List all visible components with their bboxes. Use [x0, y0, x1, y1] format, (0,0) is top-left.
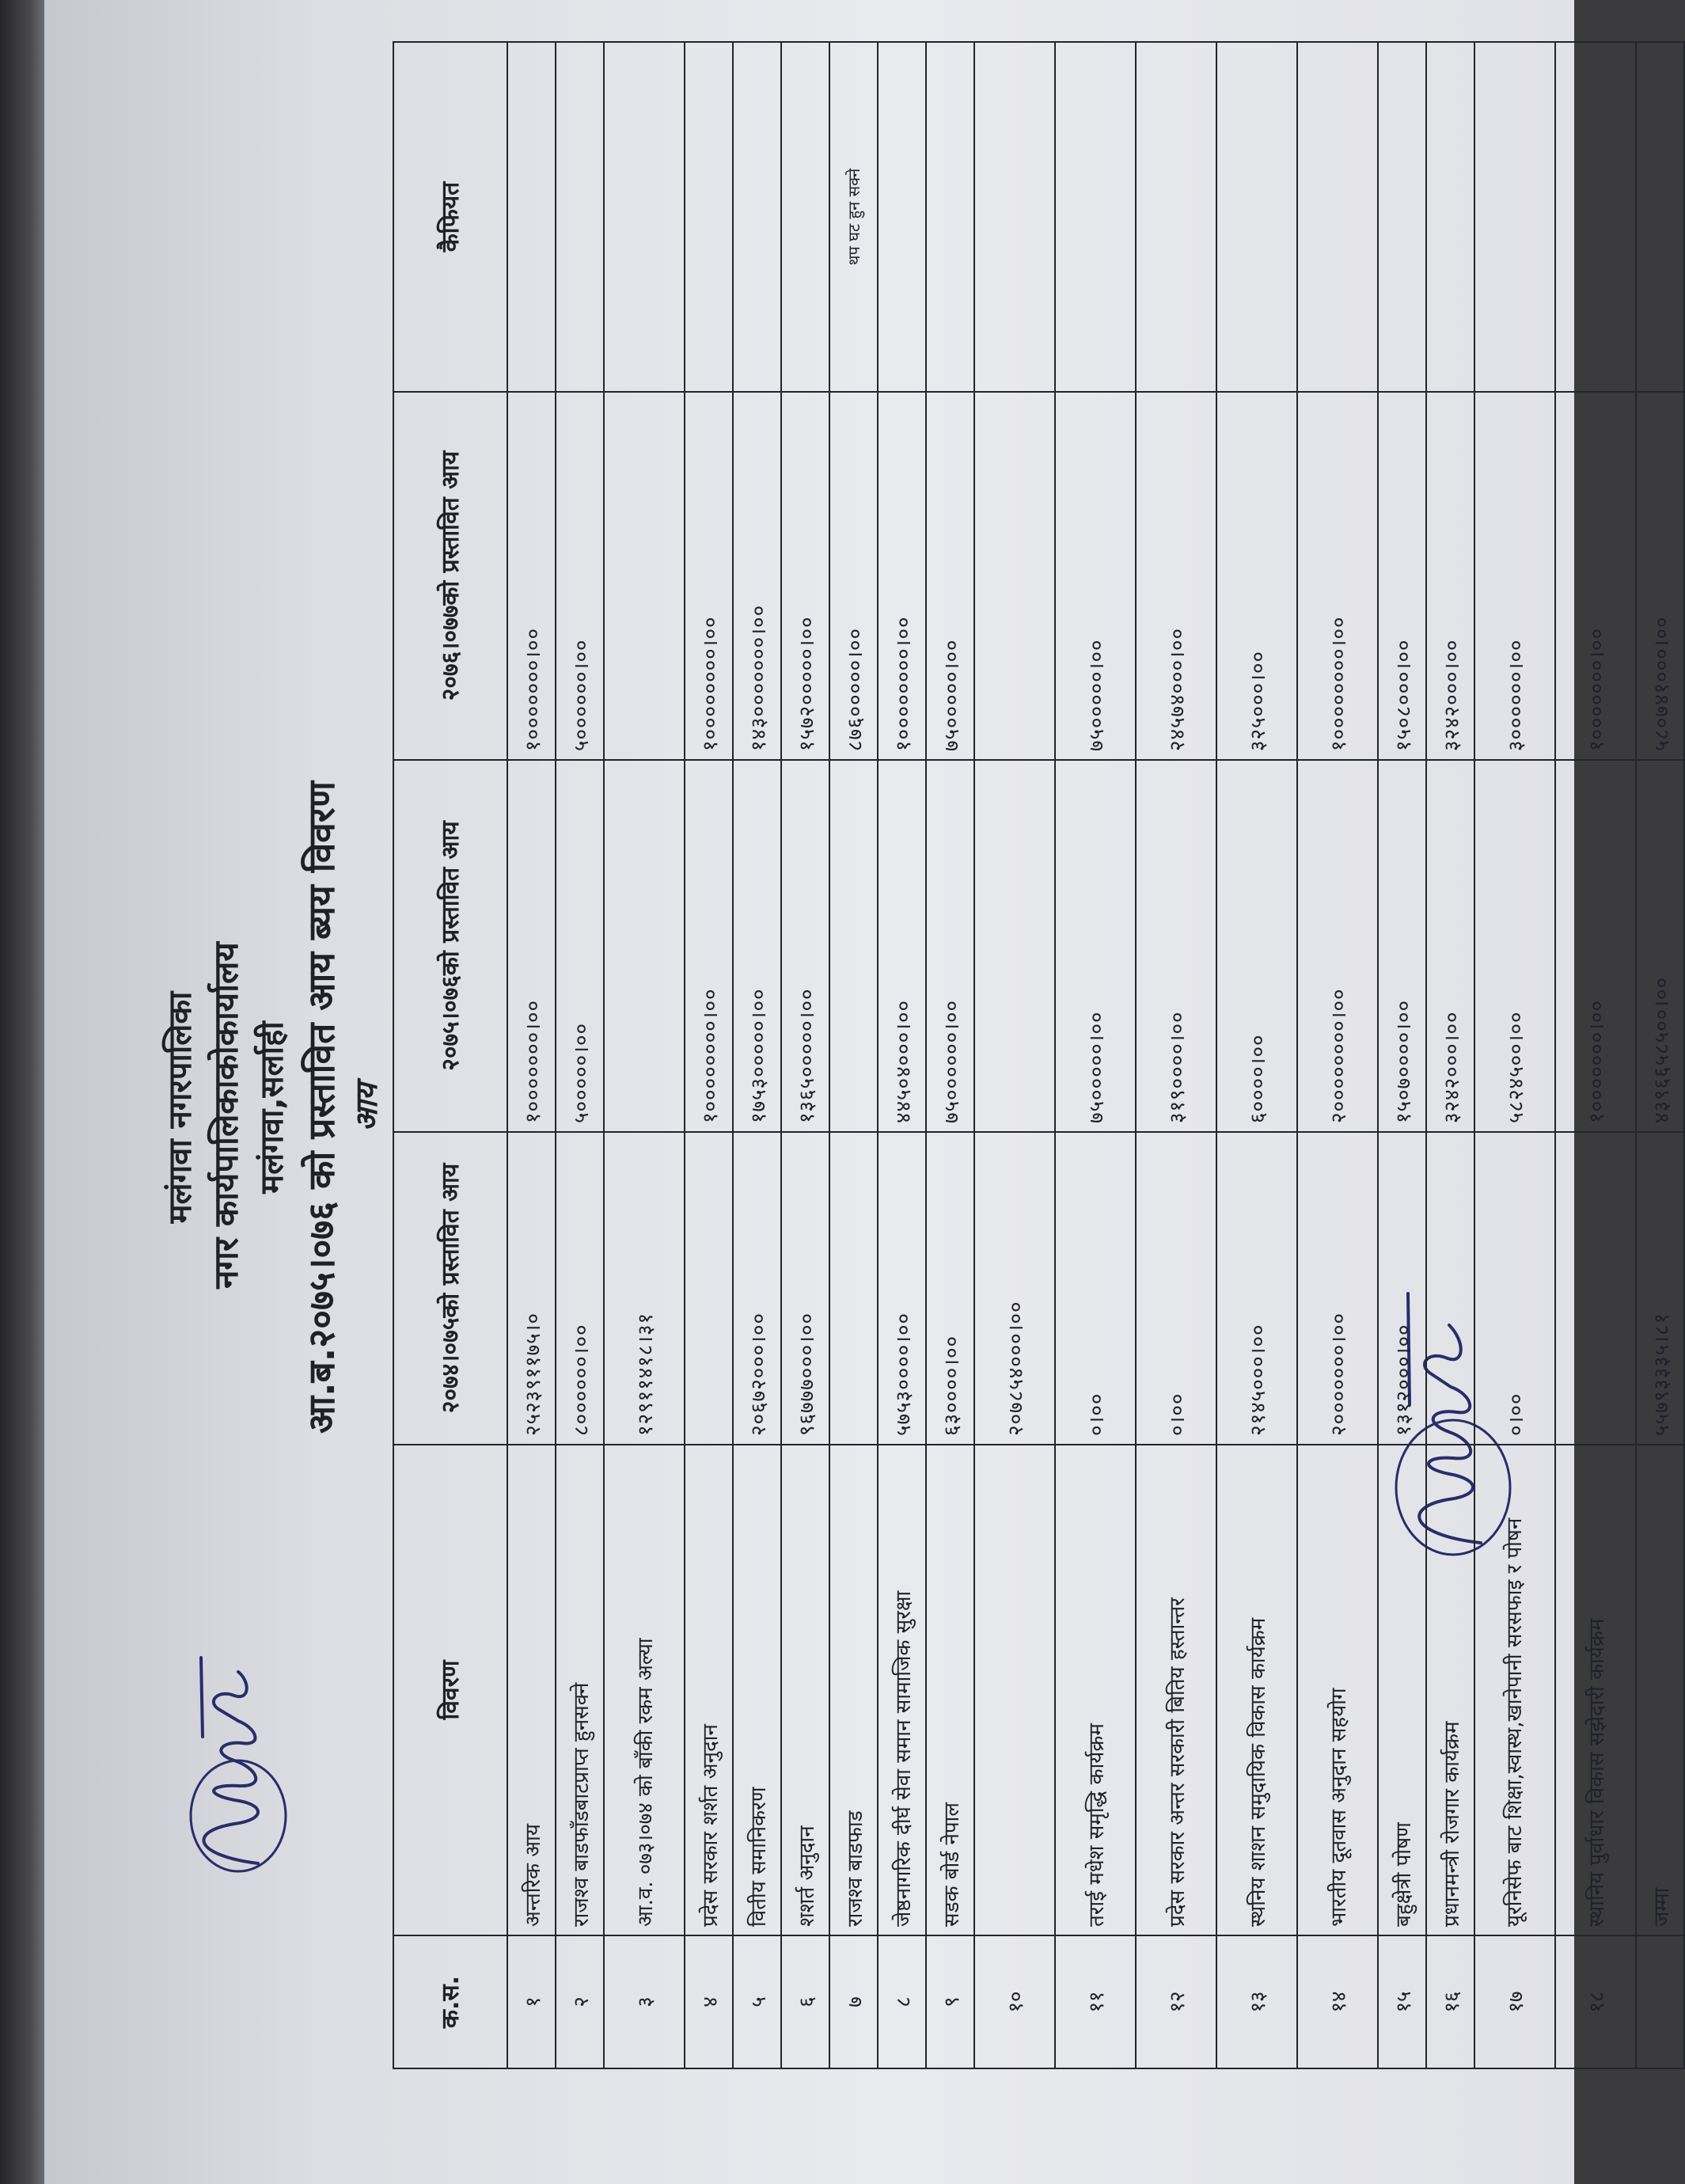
amount-7475-cell: ६३००००।०० [926, 1132, 974, 1445]
remark-cell [878, 42, 926, 392]
amount-7677-cell: ८७६०००००।०० [829, 392, 878, 760]
signature-top [163, 1642, 298, 1879]
description-cell: अन्तरिक आय [507, 1445, 556, 1935]
description-cell: आ.व. ०७३।०७४ को बाँकी रकम अल्या [604, 1445, 685, 1935]
description-cell: शशर्त अनुदान [781, 1445, 829, 1935]
remark-cell [1216, 42, 1297, 392]
serial-cell: १६ [1426, 1935, 1474, 2068]
serial-cell: १४ [1297, 1935, 1378, 2068]
amount-7576-cell: ६००००।०० [1216, 760, 1297, 1132]
amount-7677-cell: ३२४२०००।०० [1426, 392, 1474, 760]
document-title: आ.ब.२०७५।०७६ को प्रस्तावित आय ब्यय विवरण [300, 781, 343, 1434]
section-title: आय [349, 1083, 384, 1132]
description-cell: स्थानिय पुर्वाधार विकास सझेदारी कार्यक्रम [1555, 1445, 1636, 1935]
book-binding [0, 0, 44, 2184]
serial-cell: ५ [733, 1935, 781, 2068]
amount-7576-cell: ७५००००००।०० [926, 760, 974, 1132]
table-row [1297, 42, 1378, 2068]
description-cell: बहुक्षेत्री पोषण [1378, 1445, 1426, 1935]
amount-7475-cell: ८००००००।०० [556, 1132, 604, 1445]
amount-7576-cell: १५०७००००।०० [1378, 760, 1426, 1132]
remark-cell [1636, 42, 1684, 392]
amount-7475-cell: १३१२०००।०० [1378, 1132, 1426, 1445]
amount-7677-cell: १००००००००।०० [1297, 392, 1378, 760]
table-row [829, 42, 878, 2068]
column-header: विवरण [393, 1445, 507, 1935]
table-row [878, 42, 926, 2068]
serial-cell: १२ [1136, 1935, 1216, 2068]
amount-7677-cell: १४३०००००००।०० [733, 392, 781, 760]
amount-7576-cell: २००००००००।०० [1297, 760, 1378, 1132]
amount-7576-cell: ५८२४५००।०० [1474, 760, 1555, 1132]
amount-7576-cell: १७५३०००००।०० [733, 760, 781, 1132]
remark-cell [974, 42, 1055, 392]
serial-cell: ८ [878, 1935, 926, 2068]
remark-cell [926, 42, 974, 392]
income-table [393, 41, 1685, 2069]
description-cell: प्रदेस सरकार अन्तर सरकारी बितिय हस्तान्तर [1136, 1445, 1216, 1935]
amount-7475-cell [685, 1132, 733, 1445]
amount-7576-cell: १०००००००।०० [507, 760, 556, 1132]
remark-cell [1555, 42, 1636, 392]
remark-cell [1055, 42, 1136, 392]
table-row [733, 42, 781, 2068]
scanned-page [44, 0, 1674, 2184]
table-row [974, 42, 1055, 2068]
table-row [507, 42, 556, 2068]
remark-cell [781, 42, 829, 392]
table-row [1426, 42, 1474, 2068]
amount-7677-cell: २४५७४०००।०० [1136, 392, 1216, 760]
remark-cell [1136, 42, 1216, 392]
serial-cell: १८ [1555, 1935, 1636, 2068]
column-header: कैफियत [393, 42, 507, 392]
serial-cell: १३ [1216, 1935, 1297, 2068]
amount-7677-cell: ३००००००।०० [1474, 392, 1555, 760]
amount-7475-cell [829, 1132, 878, 1445]
table-row [556, 42, 604, 2068]
amount-7576-cell [829, 760, 878, 1132]
amount-7677-cell: १०००००००।०० [507, 392, 556, 760]
amount-7677-cell: १००००००००।०० [878, 392, 926, 760]
amount-7475-cell: २०००००००।०० [1297, 1132, 1378, 1445]
office-location: मलंगवा,सर्लाही [254, 1021, 290, 1194]
total-7677-cell: ५८०७४१०००।०० [1636, 392, 1684, 760]
amount-7677-cell [604, 392, 685, 760]
table-row [1216, 42, 1297, 2068]
amount-7677-cell: ७५०००००।०० [926, 392, 974, 760]
table-row [1474, 42, 1555, 2068]
description-cell: भारतीय दूतवास अनुदान सहयोग [1297, 1445, 1378, 1935]
column-header: क.स. [393, 1935, 507, 2068]
column-header: २०७६।०७७को प्रस्तावित आय [393, 392, 507, 760]
description-cell: तराई मधेश समृद्धि कार्यक्रम [1055, 1445, 1136, 1935]
amount-7475-cell: ०।०० [1474, 1132, 1555, 1445]
amount-7576-cell: १०००००००।०० [1555, 760, 1636, 1132]
amount-7677-cell: १००००००००।०० [685, 392, 733, 760]
table-row [1555, 42, 1636, 2068]
serial-cell: १ [507, 1935, 556, 2068]
amount-7576-cell: १००००००००।०० [685, 760, 733, 1132]
amount-7475-cell: २०७८५४०००।०० [974, 1132, 1055, 1445]
description-cell: जेष्ठनागरिक दीर्घ सेवा समान सामाजिक सुरक्षा [878, 1445, 926, 1935]
serial-cell: १७ [1474, 1935, 1555, 2068]
amount-7576-cell: १३६५०००००।०० [781, 760, 829, 1132]
description-cell: स्थनिय शाशन समुदायिक विकास कार्यक्रम [1216, 1445, 1297, 1935]
table-row [685, 42, 733, 2068]
table-row [926, 42, 974, 2068]
amount-7677-cell: ७५०००००।०० [1055, 392, 1136, 760]
column-header: २०७५।०७६को प्रस्तावित आय [393, 760, 507, 1132]
serial-cell [1636, 1935, 1684, 2068]
serial-cell: ६ [781, 1935, 829, 2068]
table-row [1136, 42, 1216, 2068]
description-cell: सडक बोर्ड नेपाल [926, 1445, 974, 1935]
serial-cell: ४ [685, 1935, 733, 2068]
table-row [604, 42, 685, 2068]
amount-7576-cell: ५०००००।०० [556, 760, 604, 1132]
amount-7475-cell: ०।०० [1055, 1132, 1136, 1445]
description-cell: वितीय समानिकरण [733, 1445, 781, 1935]
amount-7677-cell: १०००००००।०० [1555, 392, 1636, 760]
amount-7475-cell: ९६७७७०००।०० [781, 1132, 829, 1445]
remark-cell [685, 42, 733, 392]
amount-7576-cell [604, 760, 685, 1132]
serial-cell: १५ [1378, 1935, 1426, 2068]
remark-cell [1474, 42, 1555, 392]
total-row [1636, 42, 1684, 2068]
amount-7475-cell: ०।०० [1136, 1132, 1216, 1445]
table-row [1055, 42, 1136, 2068]
amount-7475-cell: २१४५०००।०० [1216, 1132, 1297, 1445]
description-cell: राजश्व बाडफाँडबाटप्राप्त हुनसक्ने [556, 1445, 604, 1935]
description-cell: प्रधानमन्त्री रोजगार कार्यक्रम [1426, 1445, 1474, 1935]
remark-cell [604, 42, 685, 392]
total-7576-cell: ४३९६६५८५००।०० [1636, 760, 1684, 1132]
total-label: जम्मा [1636, 1445, 1684, 1935]
table-row [1378, 42, 1426, 2068]
amount-7677-cell: ३२५०००।०० [1216, 392, 1297, 760]
rotated-document [44, 0, 1674, 2184]
remark-cell [507, 42, 556, 392]
remark-cell [1378, 42, 1426, 392]
remark-cell [556, 42, 604, 392]
amount-7576-cell: ३२४२०००।०० [1426, 760, 1474, 1132]
amount-7475-cell [1426, 1132, 1474, 1445]
column-header: २०७४।०७५को प्रस्तावित आय [393, 1132, 507, 1445]
serial-cell: ९ [926, 1935, 974, 2068]
amount-7576-cell: ३१९००००।०० [1136, 760, 1216, 1132]
remark-cell [1426, 42, 1474, 392]
table-row [781, 42, 829, 2068]
serial-cell: २ [556, 1935, 604, 2068]
amount-7576-cell: ७५०००००।०० [1055, 760, 1136, 1132]
description-cell: राजश्व बाडफाड [829, 1445, 878, 1935]
amount-7475-cell: २०६७२०००।०० [733, 1132, 781, 1445]
description-cell: प्रदेस सरकार शर्शत अनुदान [685, 1445, 733, 1935]
table-header-row [393, 42, 507, 2068]
serial-cell: १० [974, 1935, 1055, 2068]
serial-cell: ७ [829, 1935, 878, 2068]
amount-7475-cell: ५७५३००००।०० [878, 1132, 926, 1445]
municipality-name: मलंगवा नगरपालिका [162, 991, 199, 1224]
amount-7576-cell: ४४५०४०००।०० [878, 760, 926, 1132]
remark-cell [733, 42, 781, 392]
amount-7576-cell [974, 760, 1055, 1132]
amount-7677-cell: १५७२०००००।०० [781, 392, 829, 760]
amount-7475-cell [1555, 1132, 1636, 1445]
total-7475-cell: ५५७९३३३५।८१ [1636, 1132, 1684, 1445]
remark-cell [1297, 42, 1378, 392]
description-cell [974, 1445, 1055, 1935]
amount-7677-cell: ५००००००।०० [556, 392, 604, 760]
amount-7475-cell: २५२३९११७५।० [507, 1132, 556, 1445]
remark-cell: थप घट हुन सक्ने [829, 42, 878, 392]
amount-7475-cell: १२९११४१८।३१ [604, 1132, 685, 1445]
serial-cell: ३ [604, 1935, 685, 2068]
amount-7677-cell: १५०८०००।०० [1378, 392, 1426, 760]
serial-cell: ११ [1055, 1935, 1136, 2068]
amount-7677-cell [974, 392, 1055, 760]
office-name: नगर कार्यपालिकाकोकार्यालय [207, 942, 245, 1289]
description-cell: यूरनिसेफ बाट शिक्षा,स्वास्थ,खानेपानी सरसफाइ र पोषन [1474, 1445, 1555, 1935]
